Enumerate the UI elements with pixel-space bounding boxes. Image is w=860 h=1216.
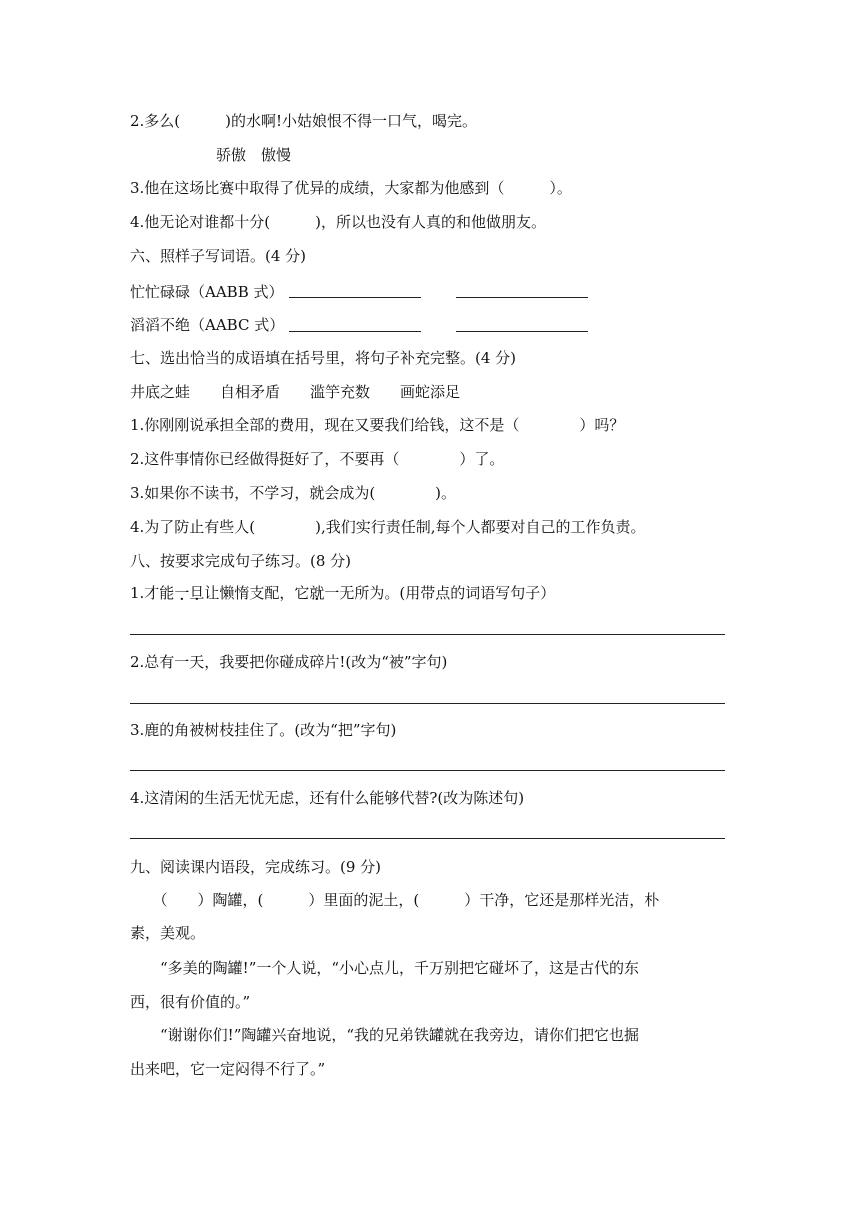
answer-line bbox=[289, 331, 421, 332]
answer-line bbox=[130, 838, 725, 839]
answer-line bbox=[456, 331, 588, 332]
q1-text: 一无所为。(用带点的词语写句子） bbox=[324, 584, 556, 602]
question-7-1: 1.你刚刚说承担全部的费用，现在又要我们给钱，这不是（ ）吗？ bbox=[130, 416, 625, 434]
passage-line: （ ）陶罐，( ）里面的泥土，( ）干净，它还是那样光洁，朴 bbox=[130, 891, 660, 909]
question-5-2: 2.多么( )的水啊!小姑娘恨不得一口气，喝完。 bbox=[130, 112, 478, 130]
word-options: 骄傲 傲慢 bbox=[216, 146, 292, 164]
dotted-char: 旦 bbox=[189, 584, 205, 602]
passage-line: 出来吧，它一定闷得不行了。” bbox=[130, 1060, 326, 1078]
question-8-4: 4.这清闲的生活无忧无虑，还有什么能够代替?(改为陈述句) bbox=[130, 789, 525, 807]
section-8-title: 八、按要求完成句子练习。(8 分) bbox=[130, 552, 352, 570]
question-8-2: 2.总有一天，我要把你碰成碎片!(改为“被”字句) bbox=[130, 653, 448, 671]
section-9-title: 九、阅读课内语段，完成练习。(9 分) bbox=[130, 858, 382, 876]
question-8-3: 3.鹿的角被树枝挂住了。(改为“把”字句) bbox=[130, 721, 397, 739]
dotted-char: 一 bbox=[174, 584, 190, 602]
section-6-title: 六、照样子写词语。(4 分) bbox=[130, 247, 307, 265]
section-7-title: 七、选出恰当的成语填在括号里，将句子补充完整。(4 分) bbox=[130, 349, 517, 367]
passage-line: 西，很有价值的。” bbox=[130, 993, 251, 1011]
question-7-4: 4.为了防止有些人( ),我们实行责任制,每个人都要对自己的工作负责。 bbox=[130, 518, 646, 536]
idiom-options: 井底之蛙 自相矛盾 滥竽充数 画蛇添足 bbox=[130, 383, 461, 401]
question-5-3: 3.他在这场比赛中取得了优异的成绩，大家都为他感到（ ）。 bbox=[130, 179, 572, 197]
question-7-3: 3.如果你不读书，不学习，就会成为( )。 bbox=[130, 484, 457, 502]
passage-line: “多美的陶罐!”一个人说，“小心点儿，千万别把它碰坏了，这是古代的东 bbox=[130, 959, 640, 977]
dotted-char: 就 bbox=[309, 584, 325, 602]
q1-text: 让懒惰支配，它 bbox=[204, 584, 310, 602]
q1-text: 1.才能 bbox=[130, 584, 175, 602]
example-aabb: 忙忙碌碌（AABB 式） bbox=[130, 283, 284, 301]
question-5-4: 4.他无论对谁都十分( )，所以也没有人真的和他做朋友。 bbox=[130, 213, 547, 231]
passage-line: “谢谢你们!”陶罐兴奋地说，“我的兄弟铁罐就在我旁边，请你们把它也掘 bbox=[130, 1026, 640, 1044]
answer-line bbox=[456, 297, 588, 298]
example-aabc: 滔滔不绝（AABC 式） bbox=[130, 316, 285, 334]
question-8-1 bbox=[130, 582, 555, 604]
answer-line bbox=[130, 634, 725, 635]
answer-line bbox=[289, 297, 421, 298]
passage-line: 素，美观。 bbox=[130, 924, 206, 942]
question-7-2: 2.这件事情你已经做得挺好了，不要再（ ）了。 bbox=[130, 450, 505, 468]
answer-line bbox=[130, 770, 725, 771]
answer-line bbox=[130, 703, 725, 704]
